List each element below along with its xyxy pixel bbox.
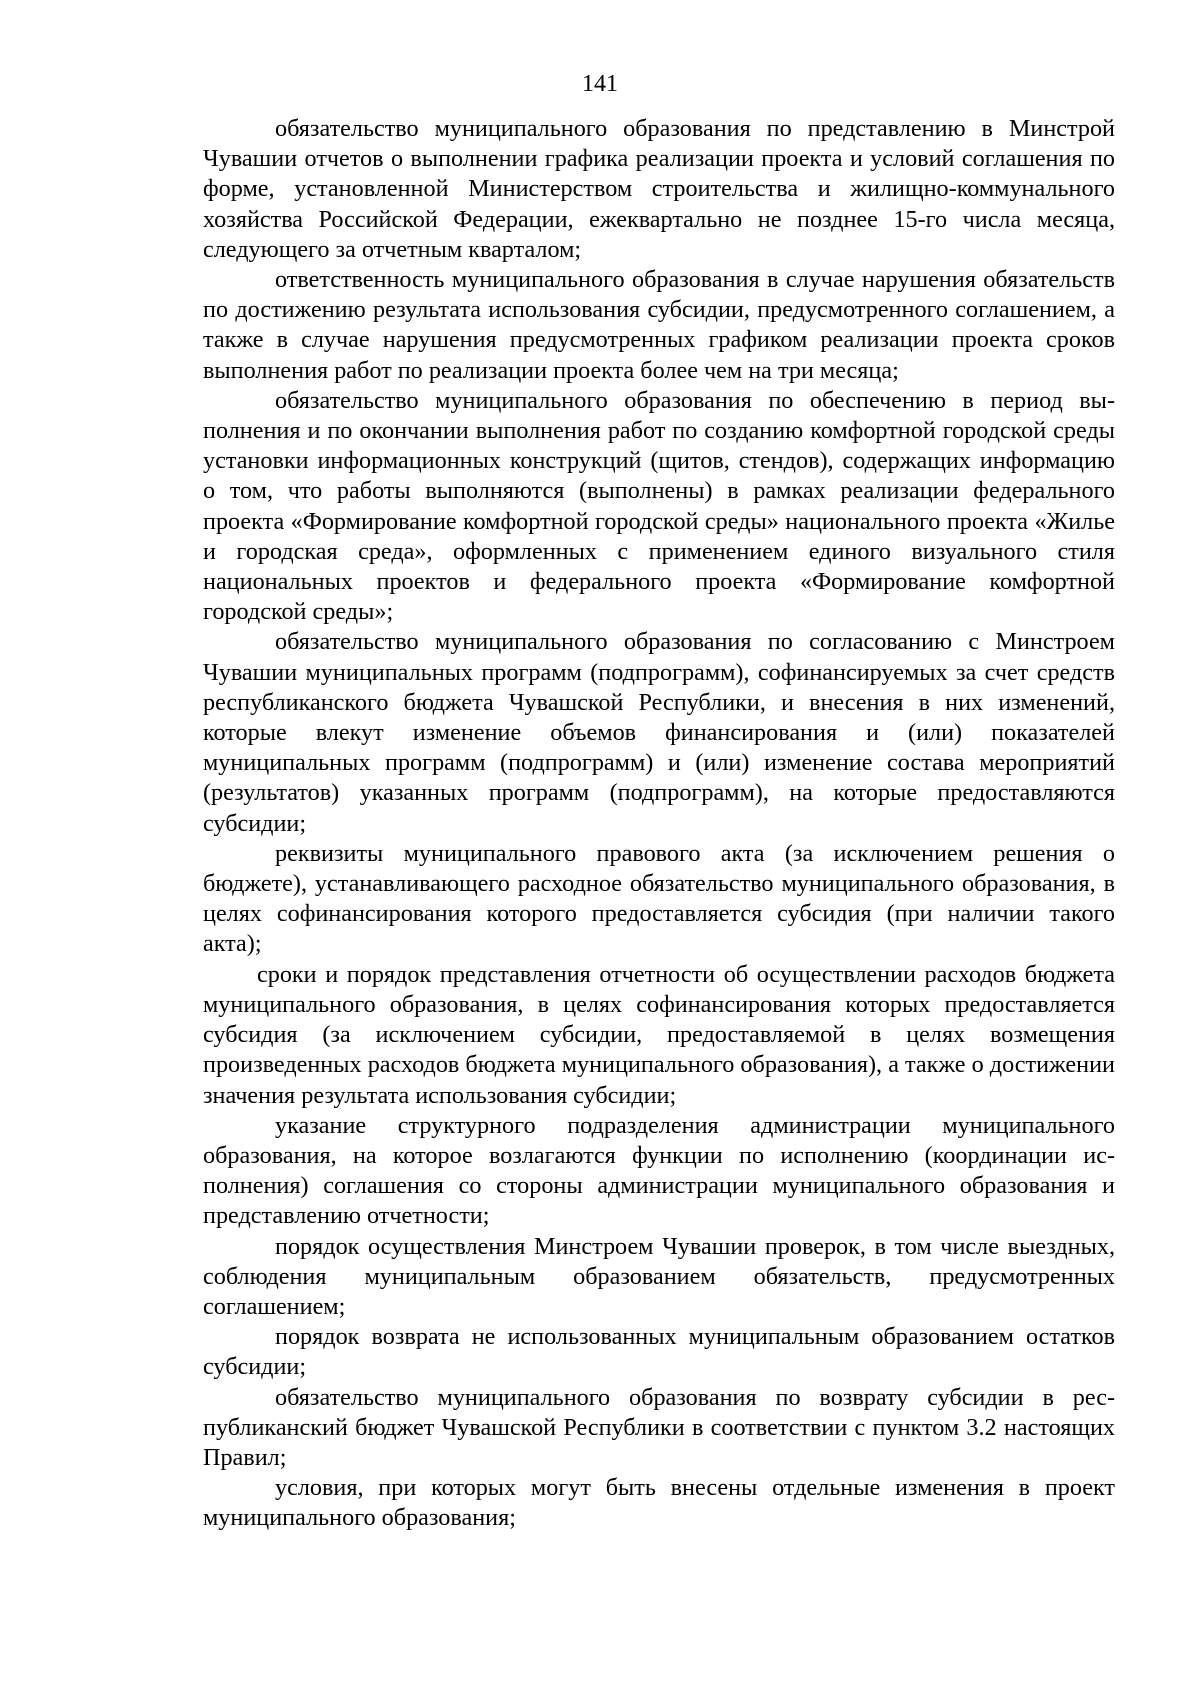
paragraph-inspections: порядок осуществления Минстроем Чувашии проверок, в том числе выездных, соблюдения муниципальным образованием обязательств, предусмотренных соглашением;: [203, 1232, 1115, 1320]
paragraph-report-obligation: обязательство муниципального образования по представлению в Минстрой Чувашии отчетов о выполнении графика реализации проекта и условий соглашения по форме, установленной Министерством строительства и жилищно-коммунального хозяйства Российской Федерации, ежеквартально не позднее 15-го числа месяца, следующего за отчетным кварталом;: [203, 115, 1115, 263]
paragraph-subsidy-return: обязательство муниципального образования по возврату субсидии в республиканский бюджет Чувашской Республики в соответствии с пунктом 3.2 настоящих Правил;: [203, 1383, 1115, 1471]
paragraph-legal-act-details: реквизиты муниципального правового акта (за исключением решения о бюджете), устанавливающего расходное обязательство муниципального образования, в целях софинансирования которого предоставляется субсидия (при наличии такого акта);: [203, 839, 1115, 958]
document-body: [203, 114, 1115, 1534]
paragraph-unused-balance-return: порядок возврата не использованных муниципальным образованием остатков субсидии;: [203, 1323, 1115, 1381]
paragraph-info-constructions: обязательство муниципального образования по обеспечению в период выполнения и по окончании выполнения работ по созданию комфортной городской среды установки информационных конструкций (щитов, стендов), содержащих информацию о том, что работы выполняются (выполнены) в рамках реализации федерального проекта «Формирование комфортной городской среды» национального проекта «Жилье и городская среда», оформленных с применением единого визуального стиля национальных проектов и федерального проекта «Формирование комфортной городской среды»;: [203, 386, 1115, 626]
paragraph-reporting-terms: сроки и порядок представления отчетности об осуществлении расходов бюджета муниципального образования, в целях софинансирования которых предоставляется субсидия (за исключением субсидии, предоставляемой в целях возмещения произведенных расходов бюджета муниципального образования), а также о достижении значения результата использования субсидии;: [203, 960, 1115, 1109]
paragraph-program-approval: обязательство муниципального образования по согласованию с Минстроем Чувашии муниципальных программ (подпрограмм), софинансируемых за счет средств республиканского бюджета Чувашской Республики, и внесения в них изменений, которые влекут изменение объемов финансирования и (или) показателей муниципальных программ (подпрограмм) и (или) изменение состава мероприятий (результатов) указанных программ (подпрограмм), на которые предоставляются субсидии;: [203, 628, 1115, 837]
page-number: 141: [582, 71, 618, 97]
paragraph-structural-unit: указание структурного подразделения администрации муниципального образования, на которое возлагаются функции по исполнению (координации исполнения) соглашения со стороны администрации муниципального образования и представлению отчетности;: [203, 1111, 1115, 1230]
paragraph-responsibility: ответственность муниципального образования в случае нарушения обязательств по достижению результата использования субсидии, предусмотренного соглашением, а также в случае нарушения предусмотренных графиком реализации проекта сроков выполнения работ по реализации проекта более чем на три месяца;: [203, 266, 1115, 384]
paragraph-project-changes: условия, при которых могут быть внесены отдельные изменения в проект муниципального образования;: [203, 1474, 1115, 1532]
